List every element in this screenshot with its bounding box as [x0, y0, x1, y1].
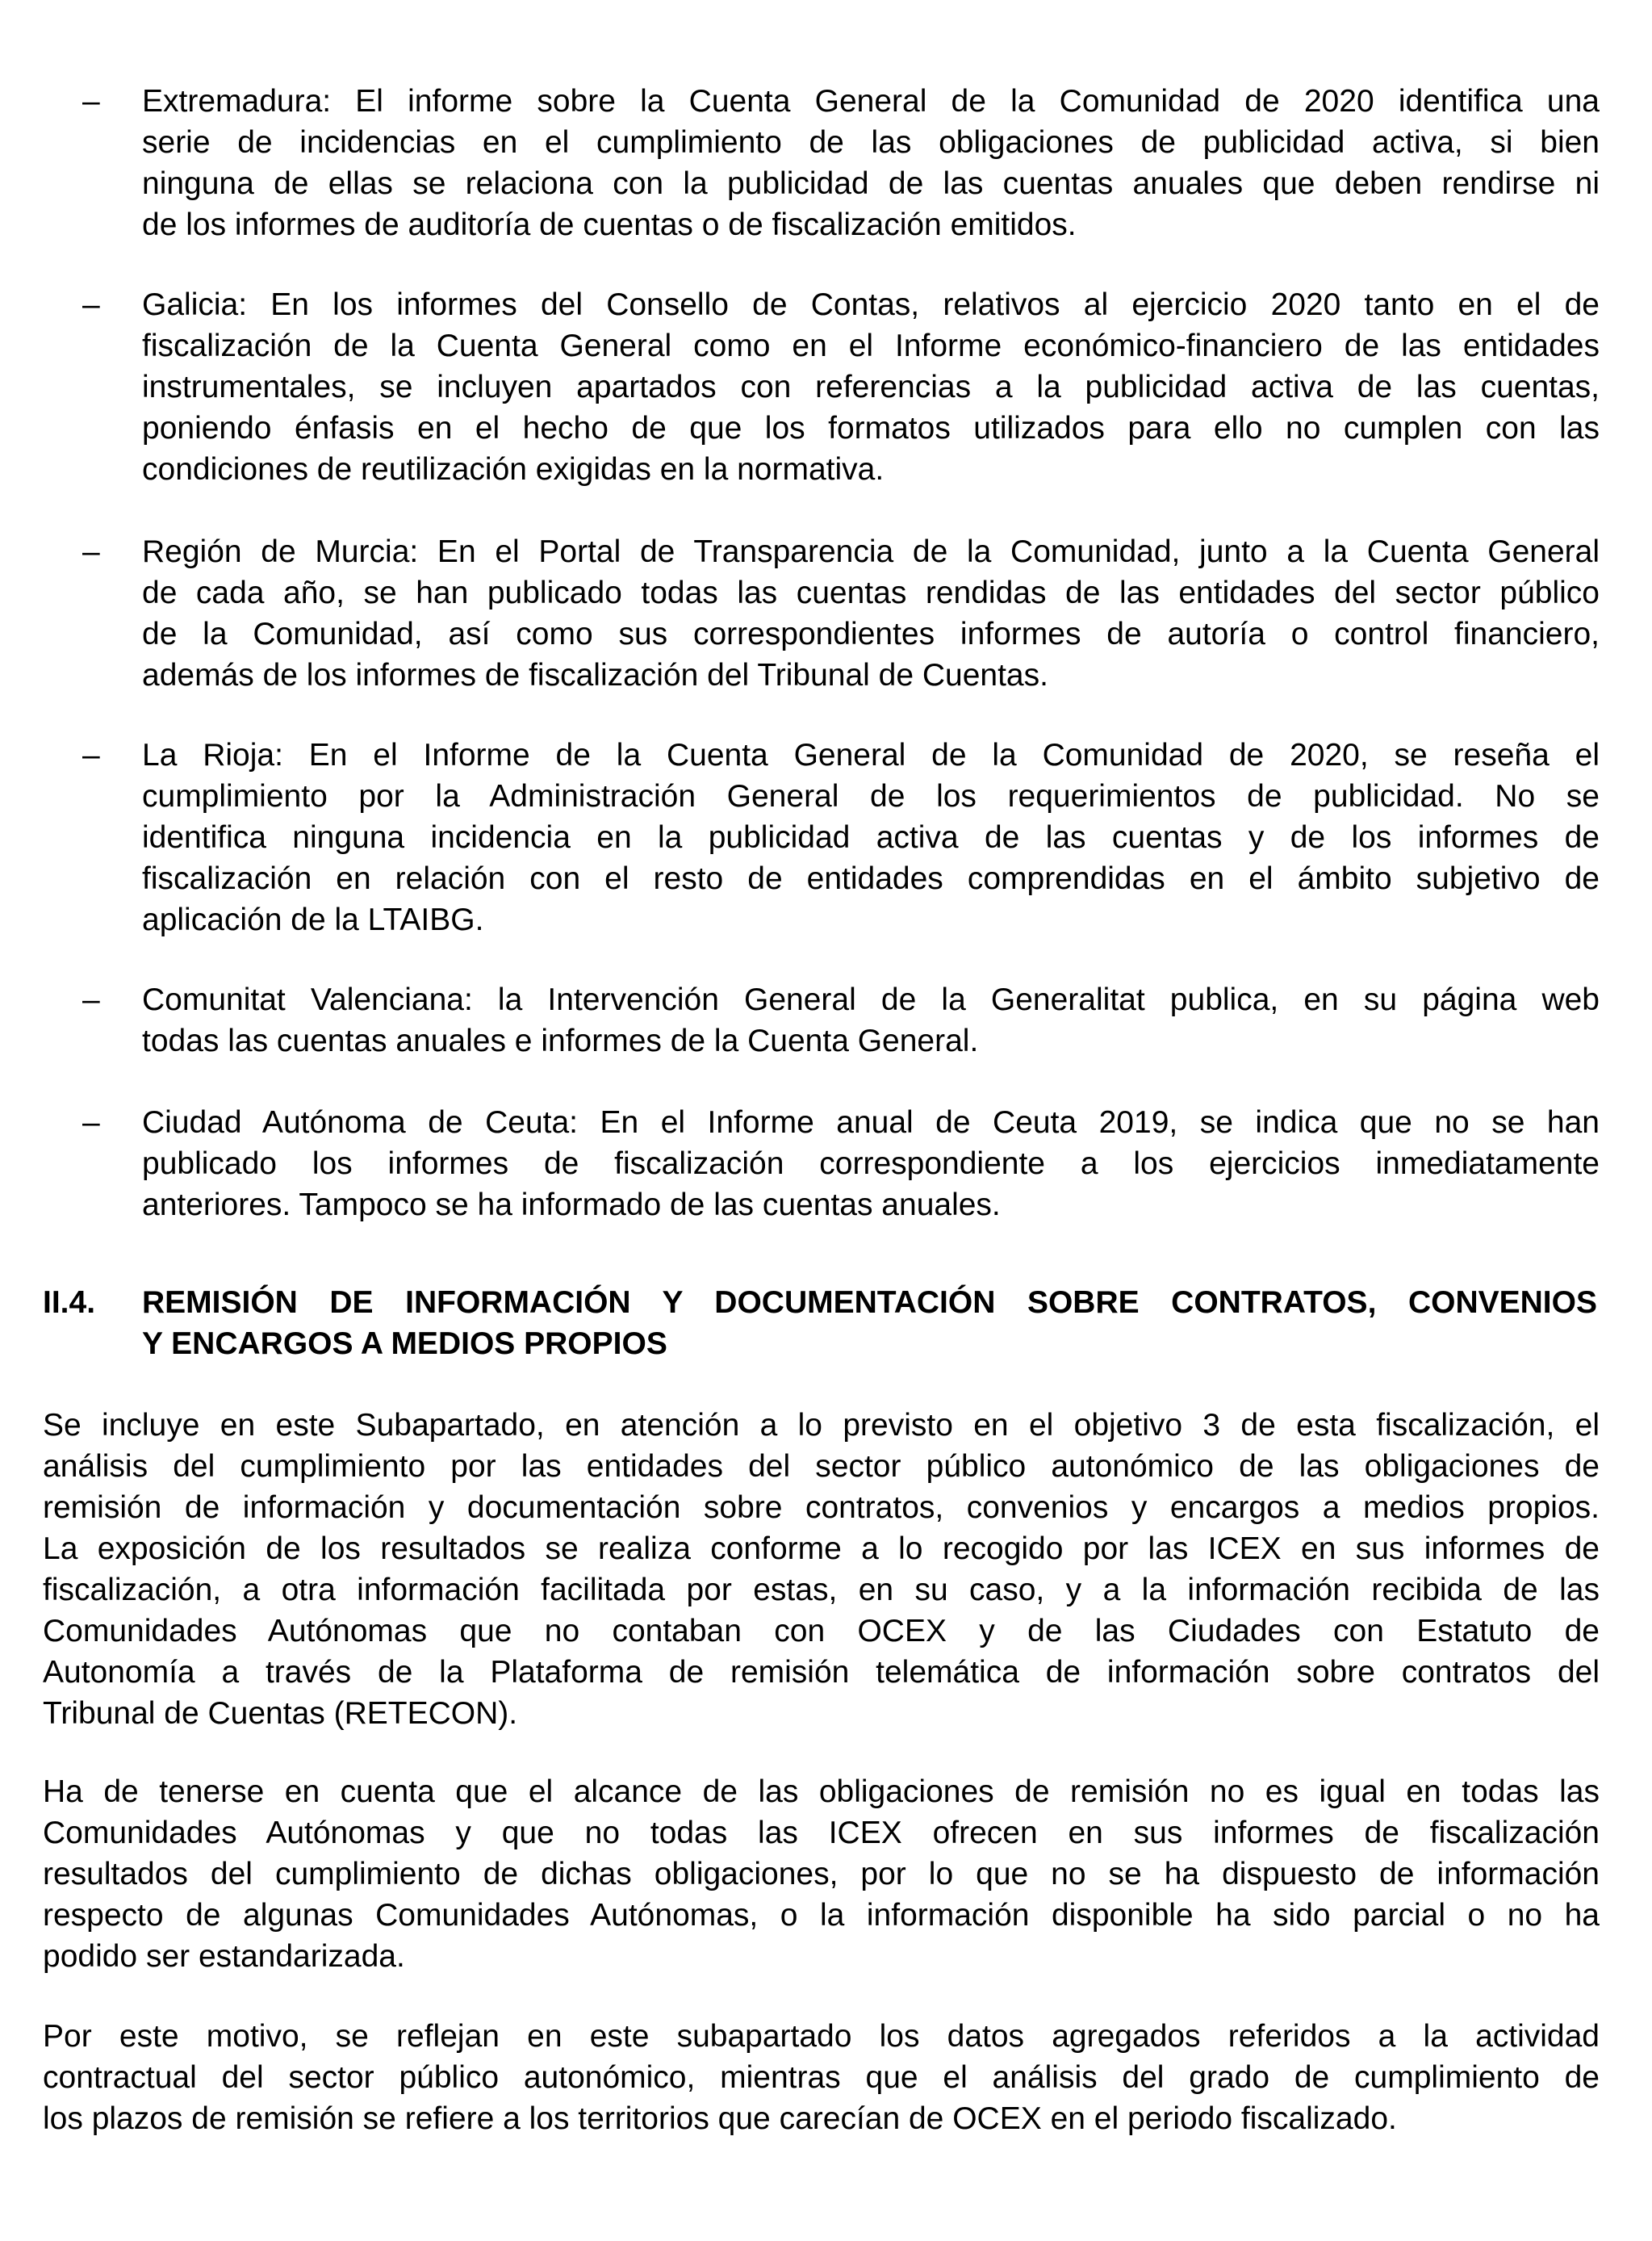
heading-line: REMISIÓN DE INFORMACIÓN Y DOCUMENTACIÓN SOBRE CONTRATOS, CONVENIOS: [142, 1285, 1597, 1320]
bullet-line: condiciones de reutilización exigidas en la normativa.: [142, 452, 885, 487]
paragraph-line: Por este motivo, se reflejan en este subapartado los datos agregados referidos a la actividad: [43, 2019, 1600, 2054]
bullet-line: fiscalización de la Cuenta General como en el Informe económico-financiero de las entidades: [142, 329, 1600, 363]
paragraph-line: Comunidades Autónomas y que no todas las ICEX ofrecen en sus informes de fiscalización: [43, 1816, 1600, 1850]
heading-line: Y ENCARGOS A MEDIOS PROPIOS: [142, 1326, 667, 1361]
bullet-line: La Rioja: En el Informe de la Cuenta General de la Comunidad de 2020, se reseña el: [142, 738, 1600, 773]
bullet-line: de cada año, se han publicado todas las cuentas rendidas de las entidades del sector público: [142, 576, 1600, 610]
bullet-line: serie de incidencias en el cumplimiento de las obligaciones de publicidad activa, si bien: [142, 125, 1600, 160]
bullet-item: [82, 1102, 1600, 1225]
bullet-line: aplicación de la LTAIBG.: [142, 903, 484, 937]
bullet-line: poniendo énfasis en el hecho de que los formatos utilizados para ello no cumplen con las: [142, 411, 1600, 446]
paragraph-line: Se incluye en este Subapartado, en atención a lo previsto en el objetivo 3 de esta fiscalización, el: [43, 1408, 1600, 1443]
paragraph-line: los plazos de remisión se refiere a los territorios que carecían de OCEX en el periodo fiscalizado.: [43, 2101, 1397, 2136]
bullet-item: [82, 979, 1600, 1062]
paragraph-line: Comunidades Autónomas que no contaban con OCEX y de las Ciudades con Estatuto de: [43, 1614, 1600, 1648]
paragraph-line: contractual del sector público autonómico, mientras que el análisis del grado de cumplimiento de: [43, 2060, 1600, 2095]
bullet-item: [82, 81, 1600, 245]
bullet-line: identifica ninguna incidencia en la publicidad activa de las cuentas y de los informes de: [142, 820, 1600, 855]
paragraph-line: Ha de tenerse en cuenta que el alcance de las obligaciones de remisión no es igual en todas las: [43, 1774, 1600, 1809]
bullet-line: de los informes de auditoría de cuentas o de fiscalización emitidos.: [142, 207, 1077, 242]
paragraph-line: La exposición de los resultados se realiza conforme a lo recogido por las ICEX en sus informes de: [43, 1531, 1600, 1566]
bullet-line: fiscalización en relación con el resto de entidades comprendidas en el ámbito subjetivo de: [142, 861, 1600, 896]
bullet-line: cumplimiento por la Administración General de los requerimientos de publicidad. No se: [142, 779, 1600, 814]
paragraph-line: fiscalización, a otra información facilitada por estas, en su caso, y a la información recibida de las: [43, 1573, 1600, 1607]
paragraph-line: respecto de algunas Comunidades Autónomas, o la información disponible ha sido parcial o no ha: [43, 1898, 1600, 1933]
dash-bullet-icon: –: [82, 1105, 100, 1140]
section-number: II.4.: [43, 1285, 96, 1320]
bullet-line: Galicia: En los informes del Consello de Contas, relativos al ejercicio 2020 tanto en el de: [142, 287, 1600, 322]
body-paragraph: [43, 1405, 1600, 1734]
dash-bullet-icon: –: [82, 534, 100, 569]
paragraph-line: podido ser estandarizada.: [43, 1939, 405, 1974]
bullet-line: Comunitat Valenciana: la Intervención General de la Generalitat publica, en su página web: [142, 982, 1600, 1017]
paragraph-line: análisis del cumplimiento por las entidades del sector público autonómico de las obligaciones de: [43, 1449, 1600, 1484]
section-title: [142, 1282, 1597, 1364]
dash-bullet-icon: –: [82, 738, 100, 773]
dash-bullet-icon: –: [82, 982, 100, 1017]
bullet-line: publicado los informes de fiscalización correspondiente a los ejercicios inmediatamente: [142, 1146, 1600, 1181]
dash-bullet-icon: –: [82, 287, 100, 322]
paragraph-line: Tribunal de Cuentas (RETECON).: [43, 1696, 518, 1731]
bullet-line: todas las cuentas anuales e informes de la Cuenta General.: [142, 1024, 979, 1058]
bullet-item: [82, 735, 1600, 940]
bullet-item: [82, 284, 1600, 490]
bullet-line: instrumentales, se incluyen apartados con referencias a la publicidad activa de las cuentas,: [142, 370, 1600, 404]
body-paragraph: [43, 1771, 1600, 1977]
bullet-line: anteriores. Tampoco se ha informado de las cuentas anuales.: [142, 1188, 1001, 1222]
paragraph-line: resultados del cumplimiento de dichas obligaciones, por lo que no se ha dispuesto de información: [43, 1857, 1600, 1891]
bullet-line: además de los informes de fiscalización del Tribunal de Cuentas.: [142, 658, 1048, 693]
bullet-line: de la Comunidad, así como sus correspondientes informes de autoría o control financiero,: [142, 617, 1600, 651]
body-paragraph: [43, 2016, 1600, 2139]
bullet-line: Extremadura: El informe sobre la Cuenta General de la Comunidad de 2020 identifica una: [142, 84, 1600, 119]
dash-bullet-icon: –: [82, 84, 100, 119]
bullet-line: Región de Murcia: En el Portal de Transparencia de la Comunidad, junto a la Cuenta General: [142, 534, 1600, 569]
paragraph-line: Autonomía a través de la Plataforma de remisión telemática de información sobre contratos del: [43, 1655, 1600, 1690]
bullet-line: ninguna de ellas se relaciona con la publicidad de las cuentas anuales que deben rendirse ni: [142, 166, 1600, 201]
bullet-item: [82, 531, 1600, 696]
paragraph-line: remisión de información y documentación sobre contratos, convenios y encargos a medios propios.: [43, 1490, 1600, 1525]
bullet-line: Ciudad Autónoma de Ceuta: En el Informe anual de Ceuta 2019, se indica que no se han: [142, 1105, 1600, 1140]
